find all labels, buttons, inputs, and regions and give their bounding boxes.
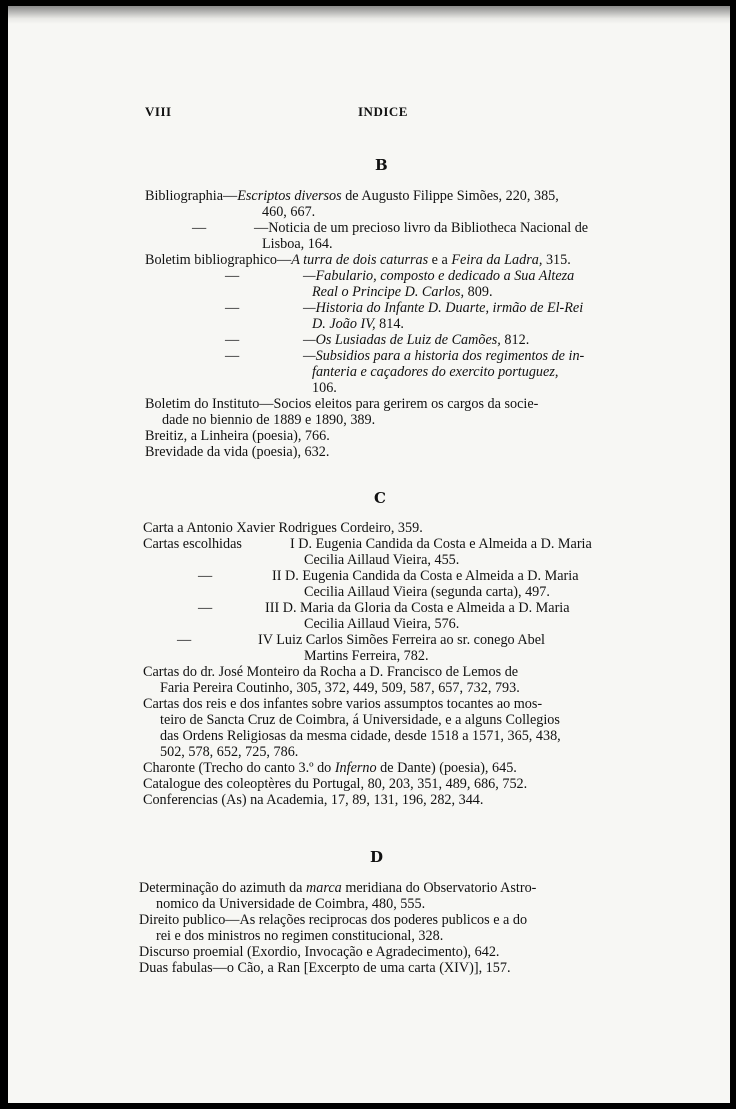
section-letter-d: D	[370, 848, 384, 866]
ditto-dash: —	[225, 348, 240, 364]
index-entry-cont: dade no biennio de 1889 e 1890, 389.	[162, 412, 376, 428]
index-entry-cont: rei e dos ministros no regimen constitucional, 328.	[156, 928, 444, 944]
index-entry: —Subsidios para a historia dos regimentos de in-	[303, 348, 585, 364]
index-entry-cont: Cecilia Aillaud Vieira, 576.	[304, 616, 460, 632]
ditto-dash: —	[225, 268, 240, 284]
index-entry-cont: das Ordens Religiosas da mesma cidade, desde 1518 a 1571, 365, 438,	[160, 728, 561, 744]
index-entry: Brevidade da vida (poesia), 632.	[145, 444, 330, 460]
index-entry: Conferencias (As) na Academia, 17, 89, 131, 196, 282, 344.	[143, 792, 484, 808]
index-entry: Boletim bibliographico—A turra de dois caturras e a Feira da Ladra, 315.	[145, 252, 571, 268]
index-entry: I D. Eugenia Candida da Costa e Almeida a D. Maria	[290, 536, 592, 552]
index-entry: Carta a Antonio Xavier Rodrigues Cordeiro, 359.	[143, 520, 423, 536]
index-entry: Breitiz, a Linheira (poesia), 766.	[145, 428, 330, 444]
index-entry: III D. Maria da Gloria da Costa e Almeida a D. Maria	[265, 600, 570, 616]
index-entry-cont: 460, 667.	[262, 204, 316, 220]
index-entry-cont: teiro de Sancta Cruz de Coimbra, á Universidade, e a alguns Collegios	[160, 712, 560, 728]
index-entry: —Historia do Infante D. Duarte, irmão de El-Rei	[303, 300, 584, 316]
index-entry-cont: Real o Principe D. Carlos, 809.	[312, 284, 493, 300]
index-entry: Bibliographia—Escriptos diversos de Augusto Filippe Simões, 220, 385,	[145, 188, 559, 204]
index-entry-cont: D. João IV, 814.	[312, 316, 404, 332]
page-number: VIII	[145, 104, 172, 119]
index-entry: Direito publico—As relações reciprocas dos poderes publicos e a do	[139, 912, 528, 928]
index-entry: Duas fabulas—o Cão, a Ran [Excerpto de uma carta (XIV)], 157.	[139, 960, 511, 976]
running-title: INDICE	[358, 104, 408, 119]
index-entry: Charonte (Trecho do canto 3.º do Inferno de Dante) (poesia), 645.	[143, 760, 517, 776]
section-letter-c: C	[374, 489, 386, 507]
index-entry-cont: Lisboa, 164.	[262, 236, 333, 252]
scan-edge-shadow	[8, 6, 730, 24]
index-entry: II D. Eugenia Candida da Costa e Almeida a D. Maria	[272, 568, 579, 584]
section-letter-b: B	[375, 156, 388, 174]
index-entry: —Noticia de um precioso livro da Bibliotheca Nacional de	[254, 220, 589, 236]
ditto-dash: —	[225, 300, 240, 316]
index-entry: —Fabulario, composto e dedicado a Sua Alteza	[303, 268, 575, 284]
index-entry: —Os Lusiadas de Luiz de Camões, 812.	[303, 332, 530, 348]
index-entry-cont: fanteria e caçadores do exercito portuguez,	[312, 364, 559, 380]
ditto-dash: —	[198, 568, 213, 584]
ditto-dash: —	[198, 600, 213, 616]
index-entry: Catalogue des coleoptères du Portugal, 80, 203, 351, 489, 686, 752.	[143, 776, 528, 792]
index-entry: Determinação do azimuth da marca meridiana do Observatorio Astro-	[139, 880, 537, 896]
index-entry-cont: 106.	[312, 380, 337, 396]
index-entry: Cartas escolhidas	[143, 536, 242, 552]
index-entry: Boletim do Instituto—Socios eleitos para gerirem os cargos da socie-	[145, 396, 539, 412]
index-entry: IV Luiz Carlos Simões Ferreira ao sr. conego Abel	[258, 632, 545, 648]
ditto-dash: —	[177, 632, 192, 648]
document-page	[8, 6, 730, 1103]
index-entry-cont: Martins Ferreira, 782.	[304, 648, 429, 664]
index-entry-cont: Cecilia Aillaud Vieira, 455.	[304, 552, 460, 568]
index-entry: Cartas dos reis e dos infantes sobre varios assumptos tocantes ao mos-	[143, 696, 543, 712]
index-entry-cont: Faria Pereira Coutinho, 305, 372, 449, 509, 587, 657, 732, 793.	[160, 680, 520, 696]
index-entry: Cartas do dr. José Monteiro da Rocha a D. Francisco de Lemos de	[143, 664, 519, 680]
index-entry-cont: 502, 578, 652, 725, 786.	[160, 744, 299, 760]
index-entry-cont: nomico da Universidade de Coimbra, 480, 555.	[156, 896, 426, 912]
index-entry: Discurso proemial (Exordio, Invocação e Agradecimento), 642.	[139, 944, 500, 960]
index-entry-cont: Cecilia Aillaud Vieira (segunda carta), 497.	[304, 584, 550, 600]
ditto-dash: —	[225, 332, 240, 348]
ditto-dash: —	[192, 220, 207, 236]
